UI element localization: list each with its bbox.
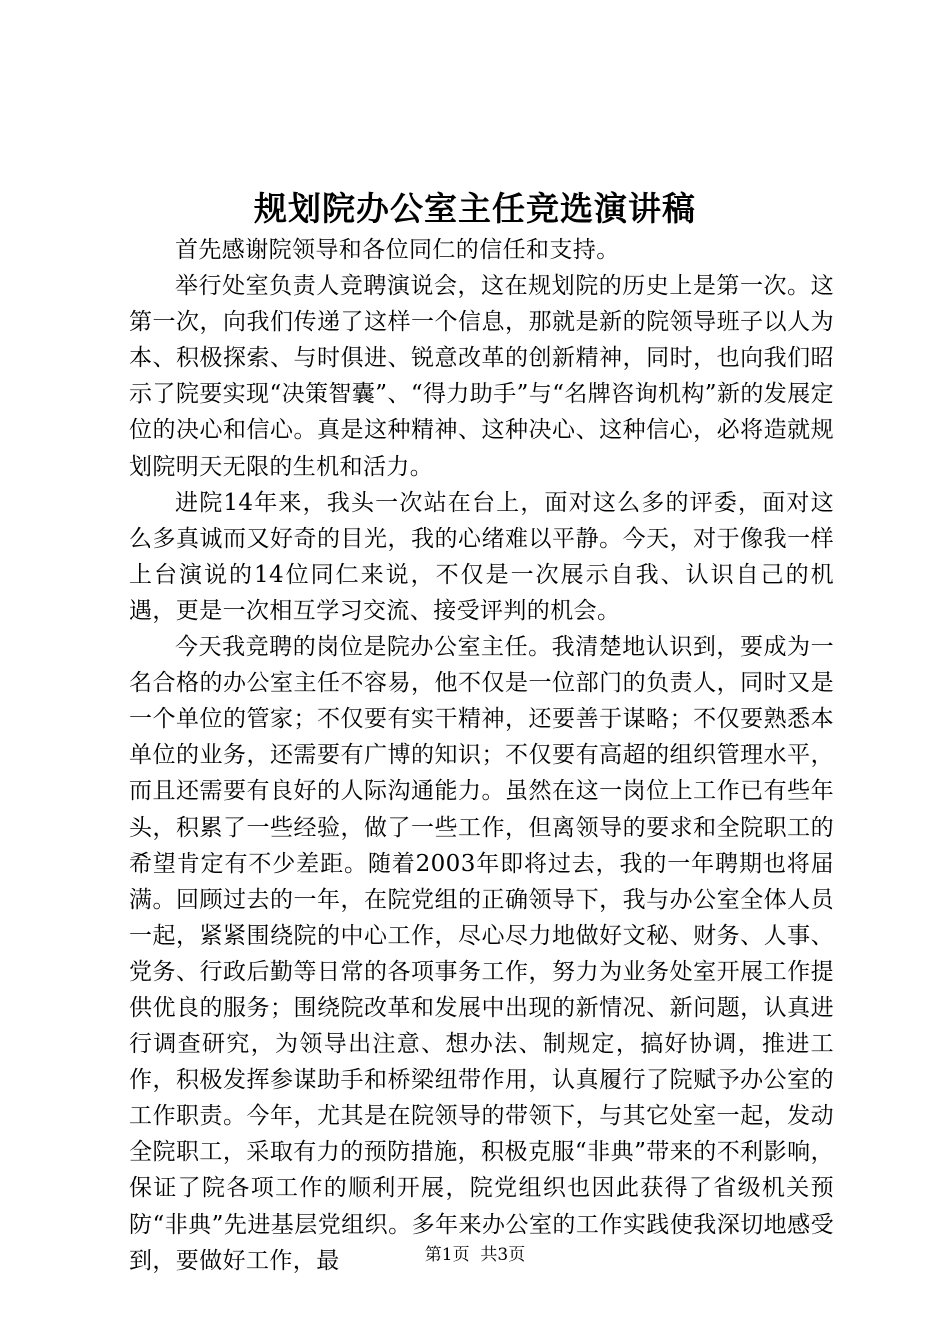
footer-gap: [470, 1245, 481, 1265]
paragraph: 今天我竞聘的岗位是院办公室主任。我清楚地认识到，要成为一名合格的办公室主任不容易，他不仅是一位部门的负责人，同时又是一个单位的管家；不仅要有实干精神，还要善于谋略；不仅要熟悉本单位的业务，还需要有广博的知识；不仅要有高超的组织管理水平，而且还需要有良好的人际沟通能力。虽然在这一岗位上工作已有些年头，积累了一些经验，做了一些工作，但离领导的要求和全院职工的希望肯定有不少差距。随着2003年即将过去，我的一年聘期也将届满。回顾过去的一年，在院党组的正确领导下，我与办公室全体人员一起，紧紧围绕院的中心工作，尽心尽力地做好文秘、财务、人事、党务、行政后勤等日常的各项事务工作，努力为业务处室开展工作提供优良的服务；围绕院改革和发展中出现的新情况、新问题，认真进行调查研究，为领导出注意、想办法、制规定，搞好协调，推进工作，积极发挥参谋助手和桥梁纽带作用，认真履行了院赋予办公室的工作职责。今年，尤其是在院领导的带领下，与其它处室一起，发动全院职工，采取有力的预防措施，积极克服“非典”带来的不利影响，保证了院各项工作的顺利开展，院党组织也因此获得了省级机关预防“非典”先进基层党组织。多年来办公室的工作实践使我深切地感受到，要做好工作，最: [129, 634, 834, 1274]
page-total: 共3页: [480, 1245, 526, 1265]
paragraph: 举行处室负责人竞聘演说会，这在规划院的历史上是第一次。这第一次，向我们传递了这样一个信息，那就是新的院领导班子以人为本、积极探索、与时俱进、锐意改革的创新精神，同时，也向我们昭示了院要实现“决策智囊”、“得力助手”与“名牌咨询机构”新的发展定位的决心和信心。真是这种精神、这种决心、这种信心，必将造就规划院明天无限的生机和活力。: [129, 273, 834, 480]
paragraph: 进院14年来，我头一次站在台上，面对这么多的评委，面对这么多真诚而又好奇的目光，我的心绪难以平静。今天，对于像我一样上台演说的14位同仁来说，不仅是一次展示自我、认识自己的机遇，更是一次相互学习交流、接受评判的机会。: [129, 489, 834, 624]
document-title: 规划院办公室主任竞选演讲稿: [254, 189, 696, 228]
document-body: [129, 232, 834, 1279]
page-footer: [0, 1243, 950, 1267]
page-number: 第1页: [424, 1245, 470, 1265]
paragraph: 首先感谢院领导和各位同仁的信任和支持。: [175, 237, 620, 263]
